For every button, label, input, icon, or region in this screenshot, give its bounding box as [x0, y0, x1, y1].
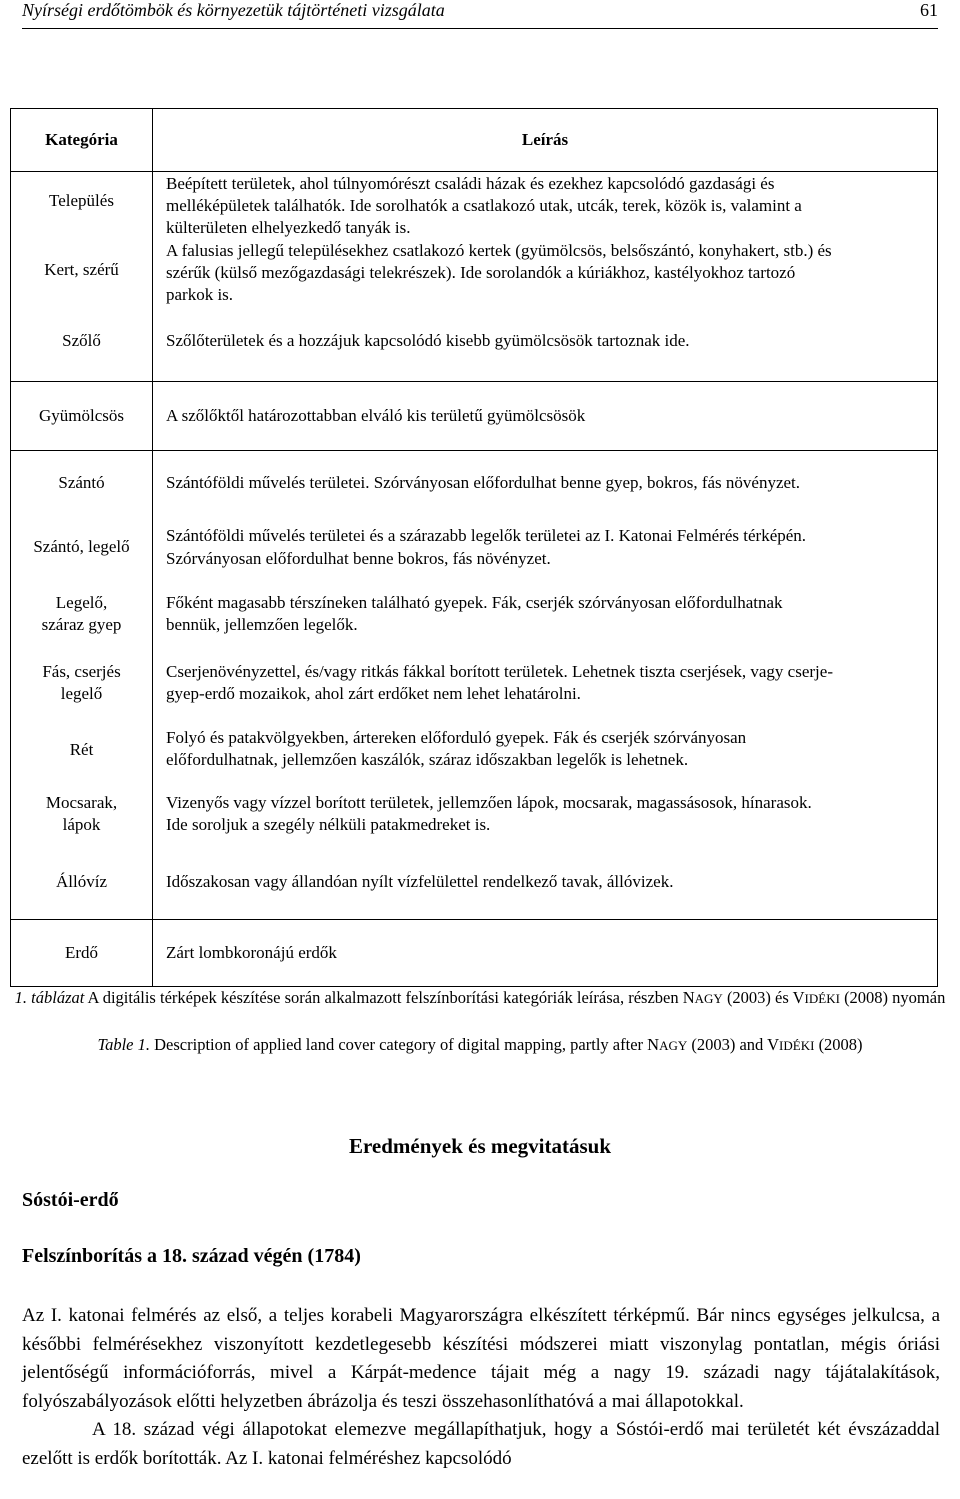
category-cell-group1	[11, 172, 153, 382]
caption-label-hu: 1. táblázat	[14, 988, 85, 1007]
header-description: Leírás	[153, 109, 938, 172]
table-caption-hu: 1. táblázat A digitális térképek készítése során alkalmazott felszínborítási kategóriák leírása, részben NAGY (2003) és VIDÉKI (2008) nyomán	[14, 988, 946, 1007]
paragraph: A 18. század végi állapotokat elemezve megállapíthatjuk, hogy a Sóstói-erdő mai területét két évszázaddal ezelőtt is erdők borították. Az I. katonai felméréshez kapcsolódó	[22, 1419, 940, 1469]
description-line: Szórványosan előfordulhat benne bokros, fás növényzet.	[166, 549, 551, 568]
subsubsection-title: Felszínborítás a 18. század végén (1784)	[22, 1245, 361, 1267]
description-erdo: Zárt lombkoronájú erdők	[153, 920, 938, 987]
paragraph: Az I. katonai felmérés az első, a teljes korabeli Magyarországra elkészített térképmű. Bár nincs egységes jelkulcsa, a későbbi felmérésekhez viszonyított kezdetlegesebb készítési módszerei miatt viszonylag pontatlan, mégis óriási jelentőségű információforrás, mivel a Kárpát-medence tájait még a nagy 19. századi nagy tájátalakítások, folyószabályozások előtti helyzetben ábrázolja és teszi összehasonlíthatóvá a mai állapotokkal.	[22, 1305, 940, 1412]
description-line: bennük, jellemzően legelők.	[166, 615, 358, 634]
description-line: Cserjenövényzettel, és/vagy ritkás fákkal borított területek. Lehetnek tiszta cserjések, vagy cserje-	[166, 662, 833, 681]
category-kert-szeru: Kert, szérű	[44, 260, 119, 279]
table-row-agricultural-block	[11, 451, 938, 920]
table-row-gyumolcsos	[11, 382, 938, 451]
header-category: Kategória	[11, 109, 153, 172]
land-cover-table	[10, 108, 938, 987]
category-szanto: Szántó	[58, 473, 105, 492]
table-row-settlement-block	[11, 172, 938, 382]
description-line: szérűk (külső mezőgazdasági telekrészek). Ide sorolandók a kúriákhoz, kastélyokhoz tartozó	[166, 263, 796, 282]
category-cell-group2	[11, 451, 153, 920]
description-line: A falusias jellegű településekhez csatlakozó kertek (gyümölcsös, belsőszántó, konyhakert, stb.) és	[166, 241, 832, 260]
description-line: Szőlőterületek és a hozzájuk kapcsolódó kisebb gyümölcsösök tartoznak ide.	[166, 331, 690, 350]
table-caption-en: Table 1. Description of applied land cover category of digital mapping, partly after NAGY (2003) and VIDÉKI (2008)	[97, 1035, 863, 1054]
description-gyumolcsos: A szőlőktől határozottabban elváló kis területű gyümölcsösök	[153, 382, 938, 451]
section-title: Eredmények és megvitatásuk	[348, 1134, 612, 1158]
description-line: Főként magasabb térszíneken található gyepek. Fák, cserjék szórványosan előfordulhatnak	[166, 593, 783, 612]
description-line: gyep-erdő mozaikok, ahol zárt erdőket nem lehet lehatárolni.	[166, 684, 581, 703]
subsection-title: Sóstói-erdő	[22, 1189, 119, 1211]
category-erdo: Erdő	[11, 920, 153, 987]
description-line: parkok is.	[166, 285, 234, 304]
description-line: Beépített területek, ahol túlnyomórészt családi házak és ezekhez kapcsolódó gazdasági és	[166, 174, 775, 193]
description-line: Ide soroljuk a szegély nélküli patakmedreket is.	[166, 815, 491, 834]
description-line: melléképületek találhatók. Ide sorolhatók a csatlakozó utak, utcák, terek, közök is, valamint a	[166, 196, 802, 215]
table-header-row	[11, 109, 938, 172]
category-gyumolcsos: Gyümölcsös	[11, 382, 153, 451]
category-fas-cserjes-legelo: Fás, cserjés legelő	[42, 662, 121, 703]
table-row-erdo	[11, 920, 938, 987]
category-alloviz: Állóvíz	[56, 872, 107, 891]
description-line: Szántóföldi művelés területei. Szórványosan előfordulhat benne gyep, bokros, fás növényzet.	[166, 473, 801, 492]
category-szolo: Szőlő	[62, 331, 101, 350]
description-cell-group2	[153, 451, 938, 920]
description-line: Vizenyős vagy vízzel borított területek, jellemzően lápok, mocsarak, magassásosok, hínarasok.	[166, 793, 812, 812]
description-cell-group1	[153, 172, 938, 382]
description-line: előfordulhatnak, jellemzően kaszálók, száraz időszakban legelők is lehetnek.	[166, 750, 689, 769]
body-text	[22, 1302, 940, 1473]
running-title: Nyírségi erdőtömbök és környezetük tájtörténeti vizsgálata	[22, 0, 445, 20]
caption-label-en: Table 1.	[97, 1035, 151, 1054]
description-line: Szántóföldi művelés területei és a szárazabb legelők területei az I. Katonai Felmérés térképén.	[166, 526, 807, 545]
description-line: Folyó és patakvölgyekben, ártereken előforduló gyepek. Fák és cserjék szórványosan	[166, 728, 747, 747]
category-legelo-szaraz-gyep: Legelő, száraz gyep	[41, 593, 122, 634]
description-line: külterületen elhelyezkedő tanyák is.	[166, 218, 411, 237]
category-mocsarak-lapok: Mocsarak, lápok	[45, 793, 118, 834]
category-szanto-legelo: Szántó, legelő	[33, 537, 130, 556]
description-line: Időszakosan vagy állandóan nyílt vízfelülettel rendelkező tavak, állóvizek.	[166, 872, 674, 891]
page-number: 61	[920, 0, 938, 20]
running-header	[22, 0, 938, 29]
category-ret: Rét	[69, 740, 94, 759]
category-telepules: Település	[49, 191, 114, 210]
